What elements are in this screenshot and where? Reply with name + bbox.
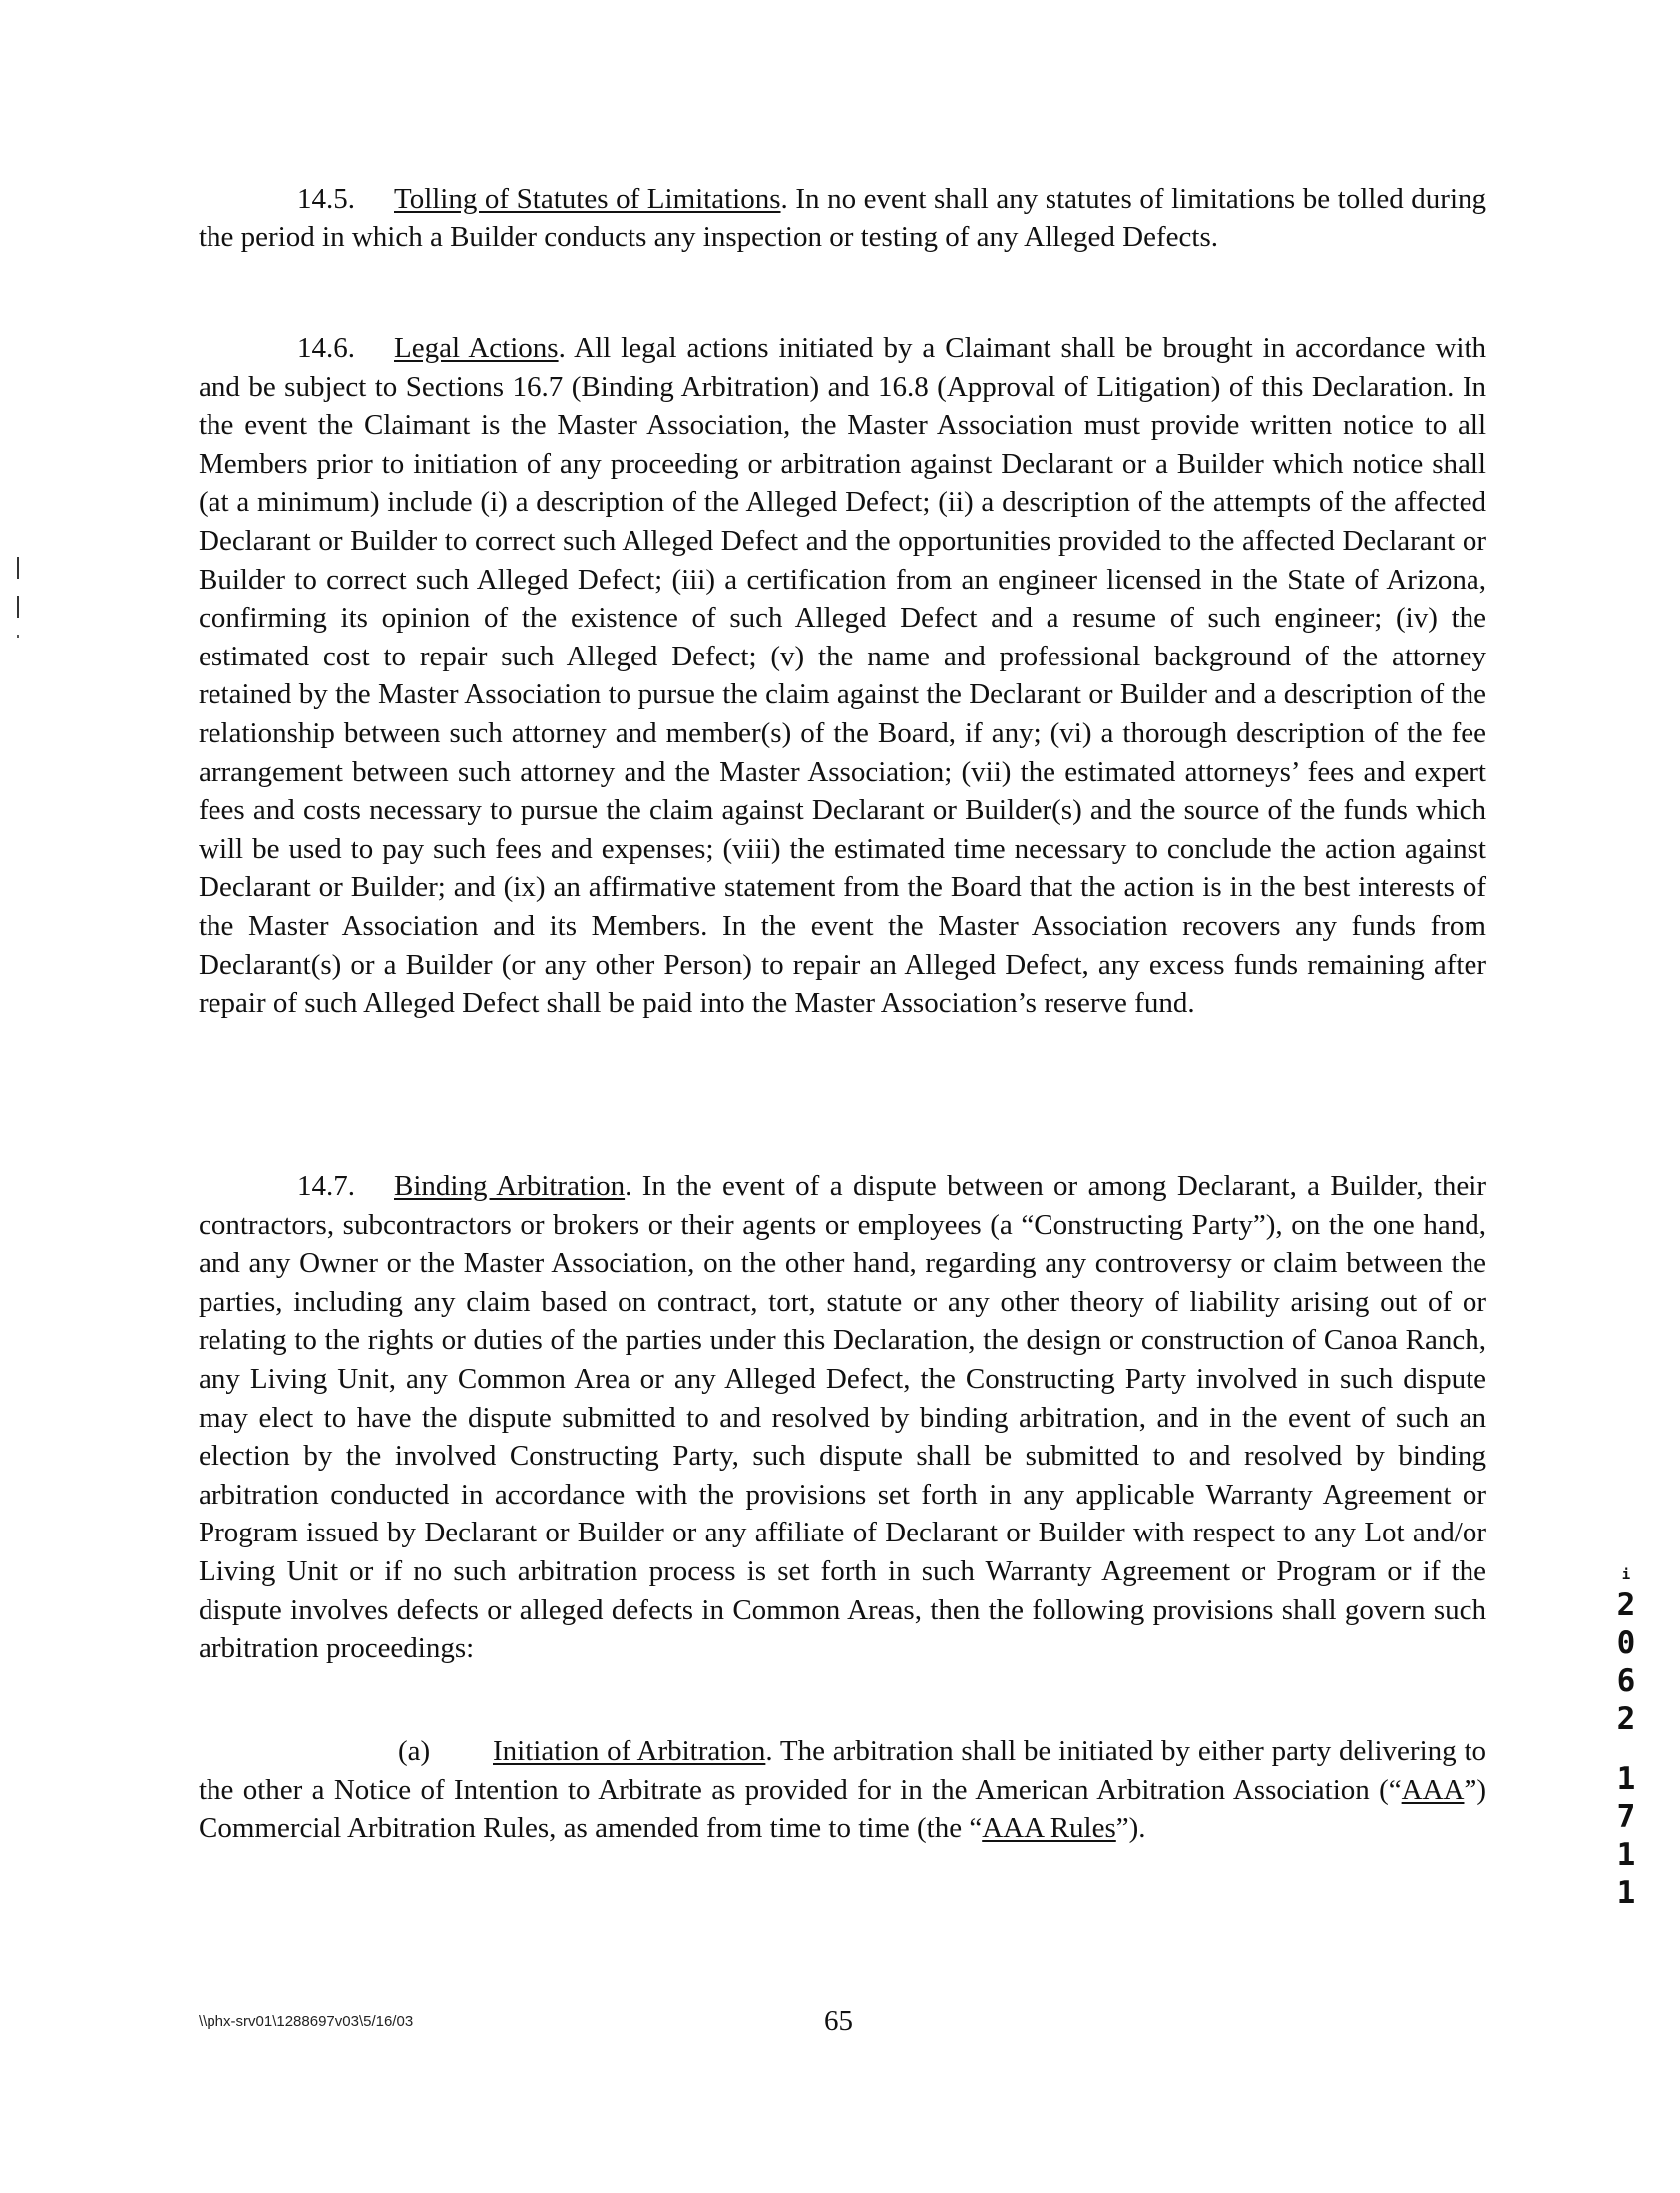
revision-bar: [17, 557, 19, 579]
section-number: 14.7.: [297, 1170, 355, 1202]
subsection-text: ”).: [1115, 1812, 1146, 1845]
document-path: \\phx-srv01\1288697v03\5/16/03: [199, 2013, 414, 2030]
stamp-digit: 0: [1616, 1625, 1636, 1661]
section-14-7: [199, 1167, 1486, 1668]
section-text: . In no event shall any statutes of limitations be tolled during the period in which a Builder conducts any inspection or testing of any Alleged Defects.: [199, 183, 1486, 253]
stamp-digit: 2: [1616, 1701, 1636, 1737]
subsection-letter: (a): [398, 1735, 431, 1767]
section-title: Tolling of Statutes of Limitations: [394, 183, 781, 215]
stamp-digit: 1: [1616, 1875, 1636, 1911]
stamp-digit: 1: [1616, 1837, 1636, 1873]
revision-bar: [17, 596, 19, 618]
stamp-gap: [1606, 1738, 1646, 1760]
section-14-6: [199, 329, 1486, 1023]
stamp-digit: 7: [1616, 1799, 1636, 1835]
stamp-digit: 6: [1616, 1663, 1636, 1699]
section-text: . All legal actions initiated by a Claimant shall be brought in accordance with and be subject to Sections 16.7 (Binding Arbitration) and 16.8 (Approval of Litigation) of this Declaration. In the event the Claimant is the Master Association, the Master Association must provide written notice to all Members prior to initiation of any proceeding or arbitration against Declarant or a Builder which notice shall (at a minimum) include (i) a description of the Alleged Defect; (ii) a description of the attempts of the affected Declarant or Builder to correct such Alleged Defect and the opportunities provided to the affected Declarant or Builder to correct such Alleged Defect; (iii) a certification from an engineer licensed in the State of Arizona, confirming its opinion of the existence of such Alleged Defect and a resume of such engineer; (iv) the estimated cost to repair such Alleged Defect; (v) the name and professional background of the attorney retained by the Master Association to pursue the claim against the Declarant or Builder and a description of the relationship between such attorney and member(s) of the Board, if any; (vi) a thorough description of the fee arrangement between such attorney and the Master Association; (vii) the estimated attorneys’ fees and expert fees and costs necessary to pursue the claim against Declarant or Builder(s) and the source of the funds which will be used to pay such fees and expenses; (viii) the estimated time necessary to conclude the action against Declarant or Builder; and (ix) an affirmative statement from the Board that the action is in the best interests of the Master Association and its Members. In the event the Master Association recovers any funds from Declarant(s) or a Builder (or any other Person) to repair an Alleged Defect, any excess funds remaining after repair of such Alleged Defect shall be paid into the Master Association’s reserve fund.: [199, 332, 1487, 1020]
section-number: 14.5.: [297, 183, 355, 215]
stamp-digit: 1: [1616, 1761, 1636, 1797]
section-14-5: [199, 180, 1486, 256]
section-title: Binding Arbitration: [394, 1170, 626, 1202]
recording-number-stamp: [1606, 1564, 1646, 1912]
stamp-digit: 2: [1616, 1587, 1636, 1623]
section-number: 14.6.: [297, 332, 355, 364]
subsection-title: Initiation of Arbitration: [493, 1735, 766, 1767]
stamp-mark: i: [1621, 1567, 1631, 1583]
section-title: Legal Actions: [394, 332, 559, 364]
defined-term-aaa: AAA: [1401, 1773, 1465, 1806]
page-number: 65: [824, 2005, 853, 2037]
section-text: . In the event of a dispute between or among Declarant, a Builder, their contractors, subcontractors or brokers or their agents or employees (a “Constructing Party”), on the one hand, and any Owner or the Master Association, on the other hand, regarding any controversy or claim between the parties, including any claim based on contract, tort, statute or any other theory of liability arising out of or relating to the rights or duties of the parties under this Declaration, the design or construction of Canoa Ranch, any Living Unit, any Common Area or any Alleged Defect, the Constructing Party involved in such dispute may elect to have the dispute submitted to and resolved by binding arbitration, and in the event of such an election by the involved Constructing Party, such dispute shall be submitted to and resolved by binding arbitration conducted in accordance with the provisions set forth in any applicable Warranty Agreement or Program issued by Declarant or Builder or any affiliate of Declarant or Builder with respect to any Lot and/or Living Unit or if no such arbitration process is set forth in such Warranty Agreement or Program or if the dispute involves defects or alleged defects in Common Areas, then the following provisions shall govern such arbitration proceedings:: [199, 1170, 1487, 1665]
subsection-14-7-a: [199, 1732, 1486, 1848]
subsection-text: ”) Commercial Arbitration Rules, as amended from time to time (the “: [199, 1773, 1486, 1845]
revision-mark: [17, 635, 19, 638]
defined-term-aaa-rules: AAA Rules: [982, 1812, 1116, 1845]
subsection-text: . The arbitration shall be initiated by either party delivering to the other a Notice of Intention to Arbitrate as provided for in the American Arbitration Association (“: [199, 1735, 1486, 1806]
